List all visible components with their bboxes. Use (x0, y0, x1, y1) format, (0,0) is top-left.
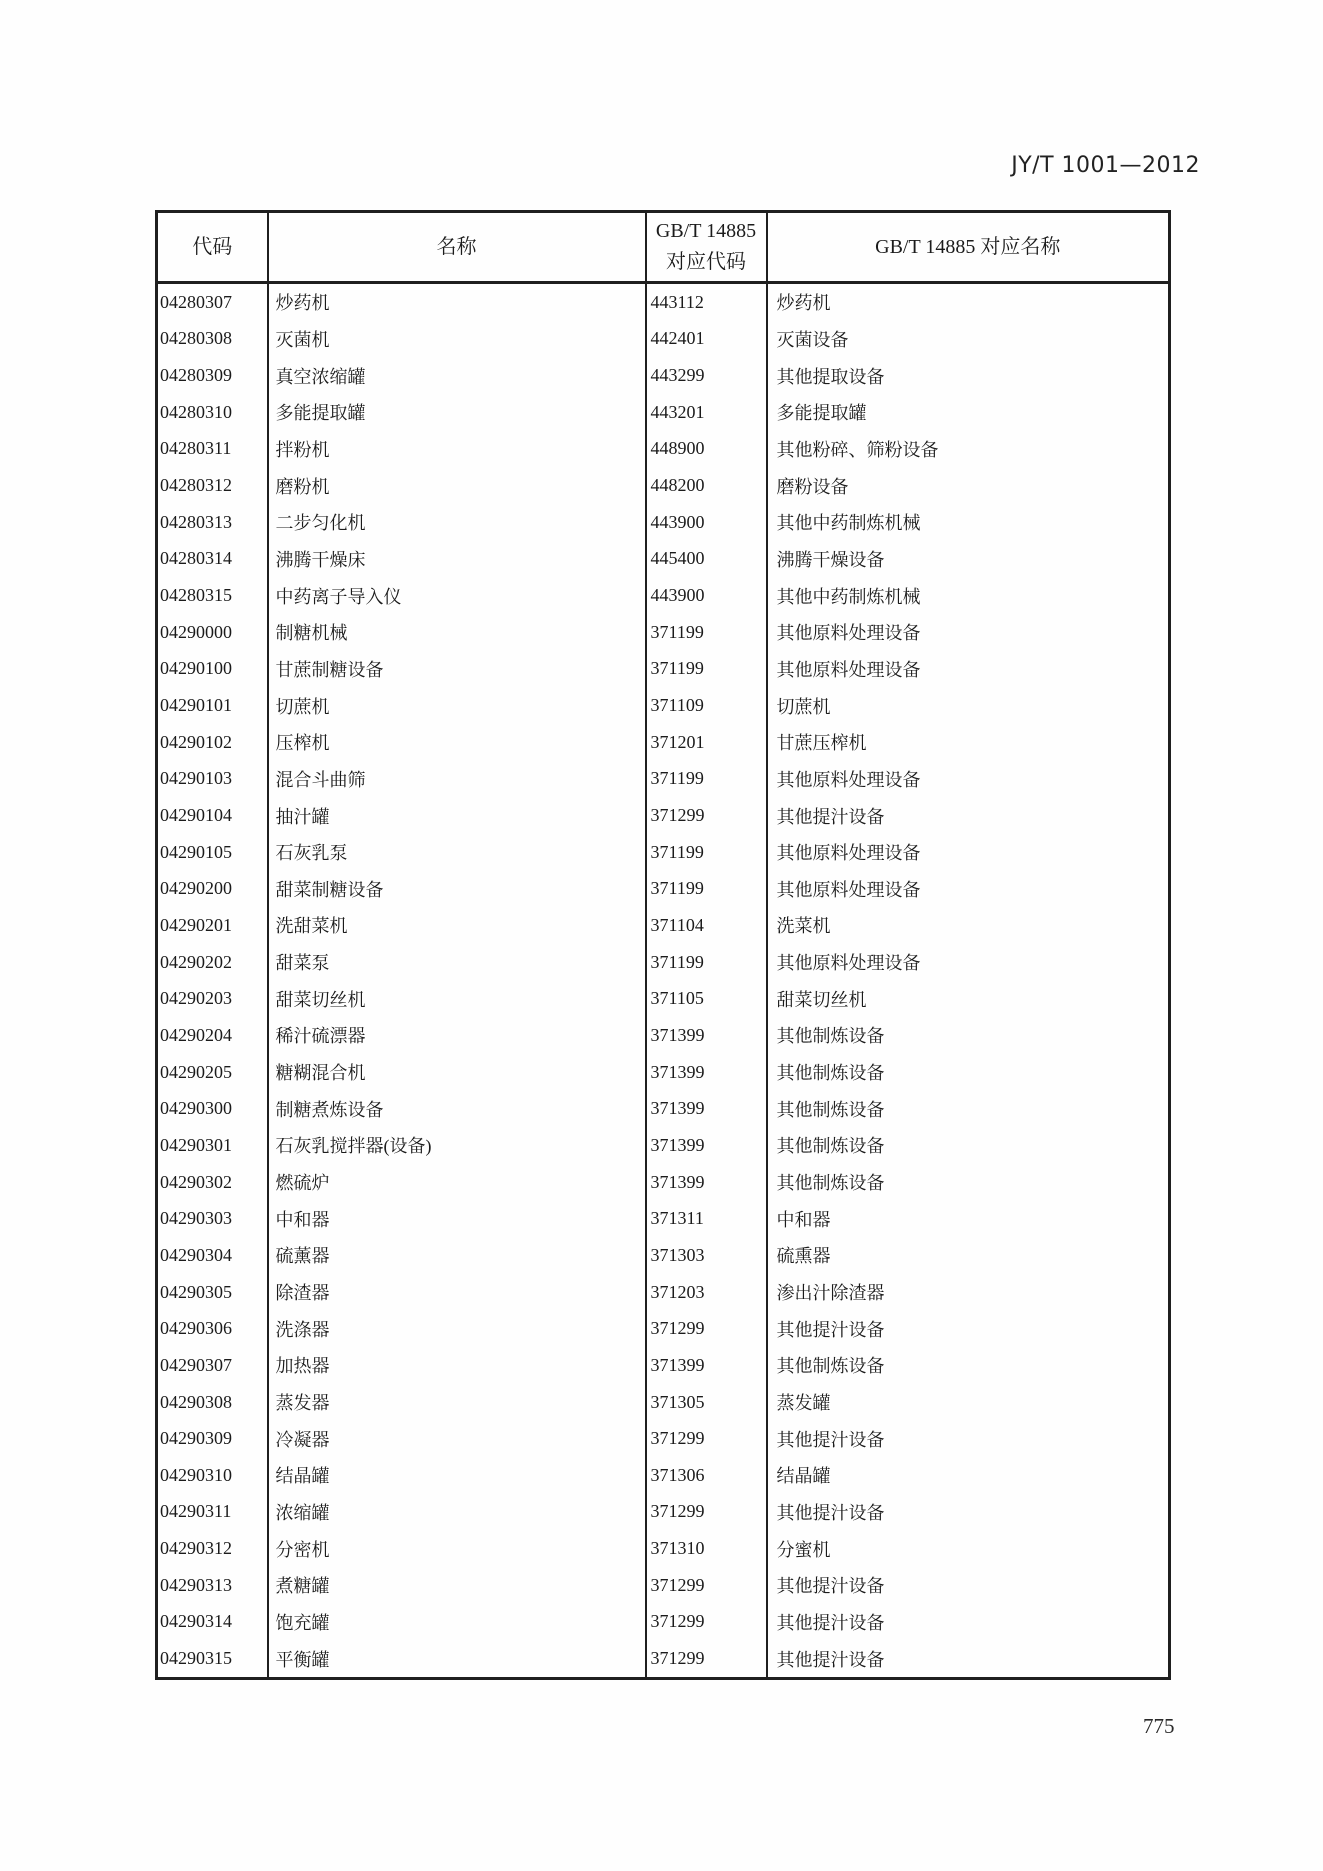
cell-gb-code: 371303 (646, 1237, 767, 1274)
cell-name: 制糖机械 (268, 614, 646, 651)
cell-gb-name: 其他提汁设备 (767, 797, 1170, 834)
cell-gb-code: 371399 (646, 1127, 767, 1164)
cell-gb-code: 371299 (646, 1567, 767, 1604)
cell-gb-code: 371203 (646, 1274, 767, 1311)
col-header-gb-name: GB/T 14885 对应名称 (767, 212, 1170, 283)
cell-name: 蒸发器 (268, 1384, 646, 1421)
table-row (157, 1347, 1170, 1384)
cell-gb-code: 371299 (646, 1310, 767, 1347)
cell-code: 04290105 (157, 834, 268, 871)
cell-name: 冷凝器 (268, 1420, 646, 1457)
cell-name: 二步匀化机 (268, 504, 646, 541)
table-row (157, 357, 1170, 394)
cell-name: 煮糖罐 (268, 1567, 646, 1604)
cell-gb-name: 切蔗机 (767, 687, 1170, 724)
cell-code: 04290314 (157, 1604, 268, 1641)
cell-gb-name: 灭菌设备 (767, 321, 1170, 358)
cell-gb-code: 371104 (646, 907, 767, 944)
cell-code: 04280314 (157, 541, 268, 578)
cell-name: 饱充罐 (268, 1604, 646, 1641)
table-row (157, 1090, 1170, 1127)
cell-name: 制糖煮炼设备 (268, 1090, 646, 1127)
cell-code: 04290313 (157, 1567, 268, 1604)
cell-gb-name: 硫熏器 (767, 1237, 1170, 1274)
cell-code: 04290301 (157, 1127, 268, 1164)
cell-gb-code: 371399 (646, 1054, 767, 1091)
table-row (157, 577, 1170, 614)
cell-gb-code: 445400 (646, 541, 767, 578)
col-header-gb-code (646, 212, 767, 283)
cell-code: 04280312 (157, 467, 268, 504)
cell-gb-code: 448200 (646, 467, 767, 504)
cell-code: 04290310 (157, 1457, 268, 1494)
table-row (157, 1310, 1170, 1347)
cell-gb-name: 其他制炼设备 (767, 1347, 1170, 1384)
table-body (157, 283, 1170, 1679)
cell-name: 拌粉机 (268, 431, 646, 468)
cell-gb-name: 结晶罐 (767, 1457, 1170, 1494)
cell-code: 04290202 (157, 944, 268, 981)
table-row (157, 1457, 1170, 1494)
cell-name: 平衡罐 (268, 1640, 646, 1678)
cell-code: 04290305 (157, 1274, 268, 1311)
cell-gb-code: 443201 (646, 394, 767, 431)
cell-gb-name: 其他原料处理设备 (767, 834, 1170, 871)
table-row (157, 1237, 1170, 1274)
cell-name: 炒药机 (268, 283, 646, 321)
header-row (157, 212, 1170, 283)
cell-code: 04280311 (157, 431, 268, 468)
cell-code: 04280307 (157, 283, 268, 321)
cell-gb-code: 371199 (646, 871, 767, 908)
standard-number: JY/T 1001—2012 (1011, 153, 1200, 178)
cell-gb-code: 371310 (646, 1530, 767, 1567)
cell-name: 糖糊混合机 (268, 1054, 646, 1091)
cell-name: 稀汁硫漂器 (268, 1017, 646, 1054)
code-mapping-table (155, 210, 1171, 1680)
cell-name: 抽汁罐 (268, 797, 646, 834)
table-row (157, 944, 1170, 981)
table-row (157, 1530, 1170, 1567)
cell-code: 04280313 (157, 504, 268, 541)
cell-gb-name: 其他制炼设备 (767, 1164, 1170, 1201)
cell-code: 04290308 (157, 1384, 268, 1421)
cell-code: 04290101 (157, 687, 268, 724)
cell-gb-name: 分蜜机 (767, 1530, 1170, 1567)
table-row (157, 1640, 1170, 1678)
cell-name: 混合斗曲筛 (268, 761, 646, 798)
cell-code: 04290201 (157, 907, 268, 944)
cell-gb-code: 371299 (646, 1420, 767, 1457)
cell-gb-code: 371105 (646, 980, 767, 1017)
cell-gb-code: 371306 (646, 1457, 767, 1494)
table-row (157, 724, 1170, 761)
cell-gb-code: 371109 (646, 687, 767, 724)
cell-gb-name: 其他提汁设备 (767, 1310, 1170, 1347)
cell-name: 沸腾干燥床 (268, 541, 646, 578)
cell-code: 04290103 (157, 761, 268, 798)
cell-gb-name: 其他提汁设备 (767, 1640, 1170, 1678)
cell-name: 甜菜泵 (268, 944, 646, 981)
cell-code: 04290204 (157, 1017, 268, 1054)
cell-gb-name: 其他提汁设备 (767, 1604, 1170, 1641)
cell-gb-name: 其他中药制炼机械 (767, 577, 1170, 614)
cell-gb-code: 371299 (646, 1494, 767, 1531)
cell-code: 04290309 (157, 1420, 268, 1457)
cell-name: 石灰乳泵 (268, 834, 646, 871)
cell-name: 硫薰器 (268, 1237, 646, 1274)
table-row (157, 834, 1170, 871)
cell-gb-name: 其他中药制炼机械 (767, 504, 1170, 541)
table-row (157, 1384, 1170, 1421)
cell-code: 04280308 (157, 321, 268, 358)
cell-gb-code: 371199 (646, 614, 767, 651)
cell-gb-name: 甘蔗压榨机 (767, 724, 1170, 761)
cell-name: 结晶罐 (268, 1457, 646, 1494)
table-row (157, 1164, 1170, 1201)
cell-gb-code: 443112 (646, 283, 767, 321)
table-row (157, 1017, 1170, 1054)
cell-name: 石灰乳搅拌器(设备) (268, 1127, 646, 1164)
table-row (157, 651, 1170, 688)
cell-name: 灭菌机 (268, 321, 646, 358)
cell-gb-code: 371199 (646, 834, 767, 871)
cell-code: 04290300 (157, 1090, 268, 1127)
cell-gb-name: 其他粉碎、筛粉设备 (767, 431, 1170, 468)
cell-gb-code: 371199 (646, 651, 767, 688)
cell-code: 04290205 (157, 1054, 268, 1091)
col-header-gb-code-line2: 对应代码 (666, 251, 746, 273)
cell-gb-name: 洗菜机 (767, 907, 1170, 944)
cell-gb-name: 其他制炼设备 (767, 1054, 1170, 1091)
cell-code: 04280309 (157, 357, 268, 394)
table-row (157, 797, 1170, 834)
cell-gb-code: 371299 (646, 797, 767, 834)
cell-code: 04290302 (157, 1164, 268, 1201)
cell-gb-name: 沸腾干燥设备 (767, 541, 1170, 578)
cell-name: 真空浓缩罐 (268, 357, 646, 394)
cell-code: 04290100 (157, 651, 268, 688)
cell-code: 04290315 (157, 1640, 268, 1678)
table-row (157, 321, 1170, 358)
cell-gb-name: 甜菜切丝机 (767, 980, 1170, 1017)
cell-name: 除渣器 (268, 1274, 646, 1311)
cell-gb-code: 442401 (646, 321, 767, 358)
table-row (157, 1054, 1170, 1091)
cell-name: 浓缩罐 (268, 1494, 646, 1531)
cell-code: 04290200 (157, 871, 268, 908)
cell-gb-code: 371299 (646, 1640, 767, 1678)
cell-gb-name: 其他原料处理设备 (767, 651, 1170, 688)
cell-code: 04290303 (157, 1200, 268, 1237)
table-row (157, 907, 1170, 944)
table-row (157, 871, 1170, 908)
cell-code: 04290000 (157, 614, 268, 651)
table-row (157, 283, 1170, 321)
cell-name: 磨粉机 (268, 467, 646, 504)
cell-name: 中和器 (268, 1200, 646, 1237)
cell-gb-code: 371311 (646, 1200, 767, 1237)
table-row (157, 431, 1170, 468)
table-row (157, 1127, 1170, 1164)
table-row (157, 504, 1170, 541)
cell-gb-name: 中和器 (767, 1200, 1170, 1237)
table-row (157, 1494, 1170, 1531)
table-row (157, 1567, 1170, 1604)
table-row (157, 1420, 1170, 1457)
cell-gb-name: 磨粉设备 (767, 467, 1170, 504)
cell-gb-code: 371305 (646, 1384, 767, 1421)
cell-gb-code: 371199 (646, 761, 767, 798)
cell-gb-code: 443900 (646, 577, 767, 614)
cell-gb-name: 蒸发罐 (767, 1384, 1170, 1421)
cell-code: 04290102 (157, 724, 268, 761)
col-header-code: 代码 (157, 212, 268, 283)
cell-name: 多能提取罐 (268, 394, 646, 431)
page-number: 775 (1143, 1714, 1175, 1738)
cell-gb-name: 其他提汁设备 (767, 1494, 1170, 1531)
table-row (157, 1274, 1170, 1311)
cell-gb-code: 371201 (646, 724, 767, 761)
cell-code: 04290203 (157, 980, 268, 1017)
cell-name: 分密机 (268, 1530, 646, 1567)
cell-code: 04290104 (157, 797, 268, 834)
cell-gb-name: 其他制炼设备 (767, 1017, 1170, 1054)
cell-name: 甘蔗制糖设备 (268, 651, 646, 688)
cell-gb-code: 371299 (646, 1604, 767, 1641)
table-row (157, 614, 1170, 651)
table-row (157, 467, 1170, 504)
cell-code: 04280310 (157, 394, 268, 431)
table-row (157, 687, 1170, 724)
cell-name: 切蔗机 (268, 687, 646, 724)
cell-gb-name: 其他制炼设备 (767, 1127, 1170, 1164)
cell-code: 04280315 (157, 577, 268, 614)
cell-gb-code: 371399 (646, 1164, 767, 1201)
cell-code: 04290306 (157, 1310, 268, 1347)
cell-gb-name: 其他原料处理设备 (767, 944, 1170, 981)
cell-gb-code: 371199 (646, 944, 767, 981)
cell-gb-code: 443299 (646, 357, 767, 394)
cell-gb-code: 371399 (646, 1347, 767, 1384)
cell-gb-name: 其他原料处理设备 (767, 761, 1170, 798)
cell-code: 04290312 (157, 1530, 268, 1567)
cell-name: 加热器 (268, 1347, 646, 1384)
cell-name: 中药离子导入仪 (268, 577, 646, 614)
table-row (157, 1604, 1170, 1641)
cell-name: 洗甜菜机 (268, 907, 646, 944)
cell-name: 甜菜制糖设备 (268, 871, 646, 908)
cell-name: 洗涤器 (268, 1310, 646, 1347)
cell-name: 甜菜切丝机 (268, 980, 646, 1017)
cell-gb-name: 渗出汁除渣器 (767, 1274, 1170, 1311)
cell-gb-name: 其他提汁设备 (767, 1567, 1170, 1604)
col-header-gb-code-line1: GB/T 14885 (655, 220, 757, 242)
cell-gb-code: 443900 (646, 504, 767, 541)
cell-code: 04290311 (157, 1494, 268, 1531)
table-row (157, 1200, 1170, 1237)
col-header-name: 名称 (268, 212, 646, 283)
cell-name: 压榨机 (268, 724, 646, 761)
cell-gb-name: 其他原料处理设备 (767, 871, 1170, 908)
cell-gb-name: 其他制炼设备 (767, 1090, 1170, 1127)
cell-name: 燃硫炉 (268, 1164, 646, 1201)
cell-gb-code: 371399 (646, 1090, 767, 1127)
cell-gb-name: 炒药机 (767, 283, 1170, 321)
table-row (157, 761, 1170, 798)
table-row (157, 541, 1170, 578)
cell-gb-code: 371399 (646, 1017, 767, 1054)
cell-gb-name: 其他提汁设备 (767, 1420, 1170, 1457)
table-row (157, 394, 1170, 431)
table-row (157, 980, 1170, 1017)
cell-gb-name: 多能提取罐 (767, 394, 1170, 431)
cell-code: 04290307 (157, 1347, 268, 1384)
cell-gb-code: 448900 (646, 431, 767, 468)
cell-gb-name: 其他原料处理设备 (767, 614, 1170, 651)
cell-gb-name: 其他提取设备 (767, 357, 1170, 394)
cell-code: 04290304 (157, 1237, 268, 1274)
